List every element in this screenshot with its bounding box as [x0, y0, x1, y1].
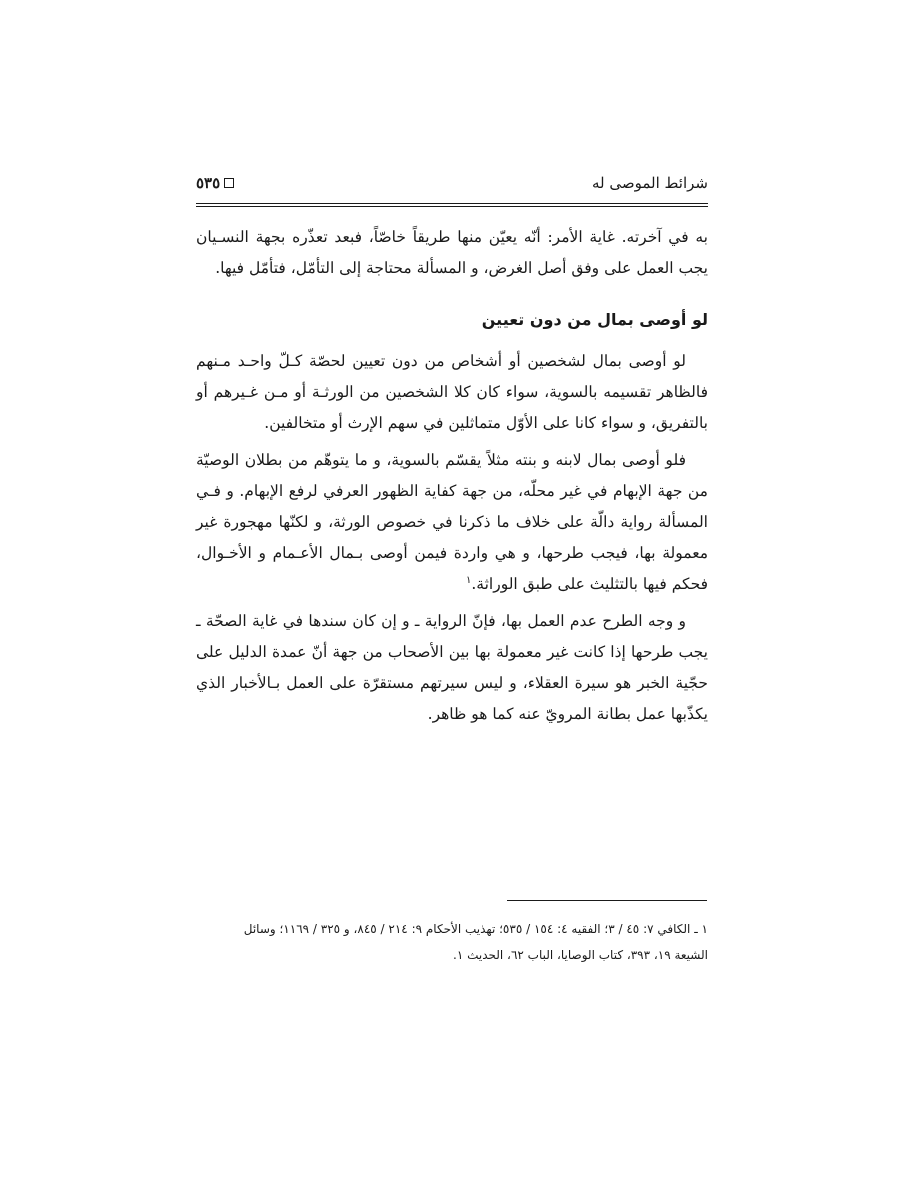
footnote-reference[interactable]: ١: [465, 574, 472, 586]
main-text: [196, 222, 708, 730]
footnotes: [196, 916, 708, 968]
paragraph-1: لو أوصى بمال لشخصين أو أشخاص من دون تعيين لحصّة كـلّ واحـد مـنهم فالظاهر تقسيمه بالسوية، سواء كان كلا الشخصين من الورثـة أو مـن غـيرهم أو بالتفريق، و سواء كانا على الأوّل متماثلين في سهم الإرث أو متخالفين.: [196, 352, 708, 432]
paragraph-2-text: فلو أوصى بمال لابنه و بنته مثلاً يقسّم بالسوية، و ما يتوهّم من بطلان الوصيّة من جهة الإبهام في غير محلّه، من جهة كفاية الظهور العرفي لرفع الإبهام. و فـي المسألة رواية دالّة على خلاف ما ذكرنا في خصوص الورثة، و لكنّها مهجورة غير معمولة بها، فيجب طرحها، و هي واردة فيمن أوصى بـمال الأعـمام و الأخـوال، فحكم فيها بالتثليث على طبق الوراثة.: [196, 451, 708, 593]
footnote-line-2: الشيعة ١٩، ٣٩٣، كتاب الوصايا، الباب ٦٢، الحديث ١.: [452, 948, 708, 962]
page-number-group: [196, 174, 234, 192]
paragraph-2: [196, 445, 708, 600]
paragraph-3: و وجه الطرح عدم العمل بها، فإنّ الرواية ـ و إن كان سندها في غاية الصحّة ـ يجب طرحها إذا كانت غير معمولة بها بين الأصحاب من جهة أنّ عمدة الدليل على حجّية الخبر هو سيرة العقلاء، و ليس سيرتهم مستقرّة على العمل بـالأخبار الذي يكذّبها عمل بطانة المرويّ عنه كما هو ظاهر.: [196, 612, 708, 723]
hollow-square-icon: [224, 178, 234, 188]
section-heading: لو أوصى بمال من دون تعيين: [481, 310, 708, 329]
header-double-rule: [196, 203, 708, 207]
footnote-line-1: ١ ـ الكافي ٧: ٤٥ / ٣؛ الفقيه ٤: ١٥٤ / ٥٣٥؛ تهذيب الأحكام ٩: ٢١٤ / ٨٤٥، و ٣٢٥ / ١١٦٩؛ وسائل: [243, 922, 708, 936]
page-header: [196, 170, 708, 198]
continued-paragraph: به في آخرته. غاية الأمر: أنّه يعيّن منها طريقاً خاصّاً، فبعد تعذّره بجهة النسـيان يجب العمل على وفق أصل الغرض، و المسألة محتاجة إلى التأمّل، فتأمّل فيها.: [196, 228, 708, 277]
running-title: شرائط الموصى له: [592, 174, 708, 192]
page-number: ٥٣٥: [196, 174, 221, 192]
footnote-separator: [507, 900, 707, 901]
